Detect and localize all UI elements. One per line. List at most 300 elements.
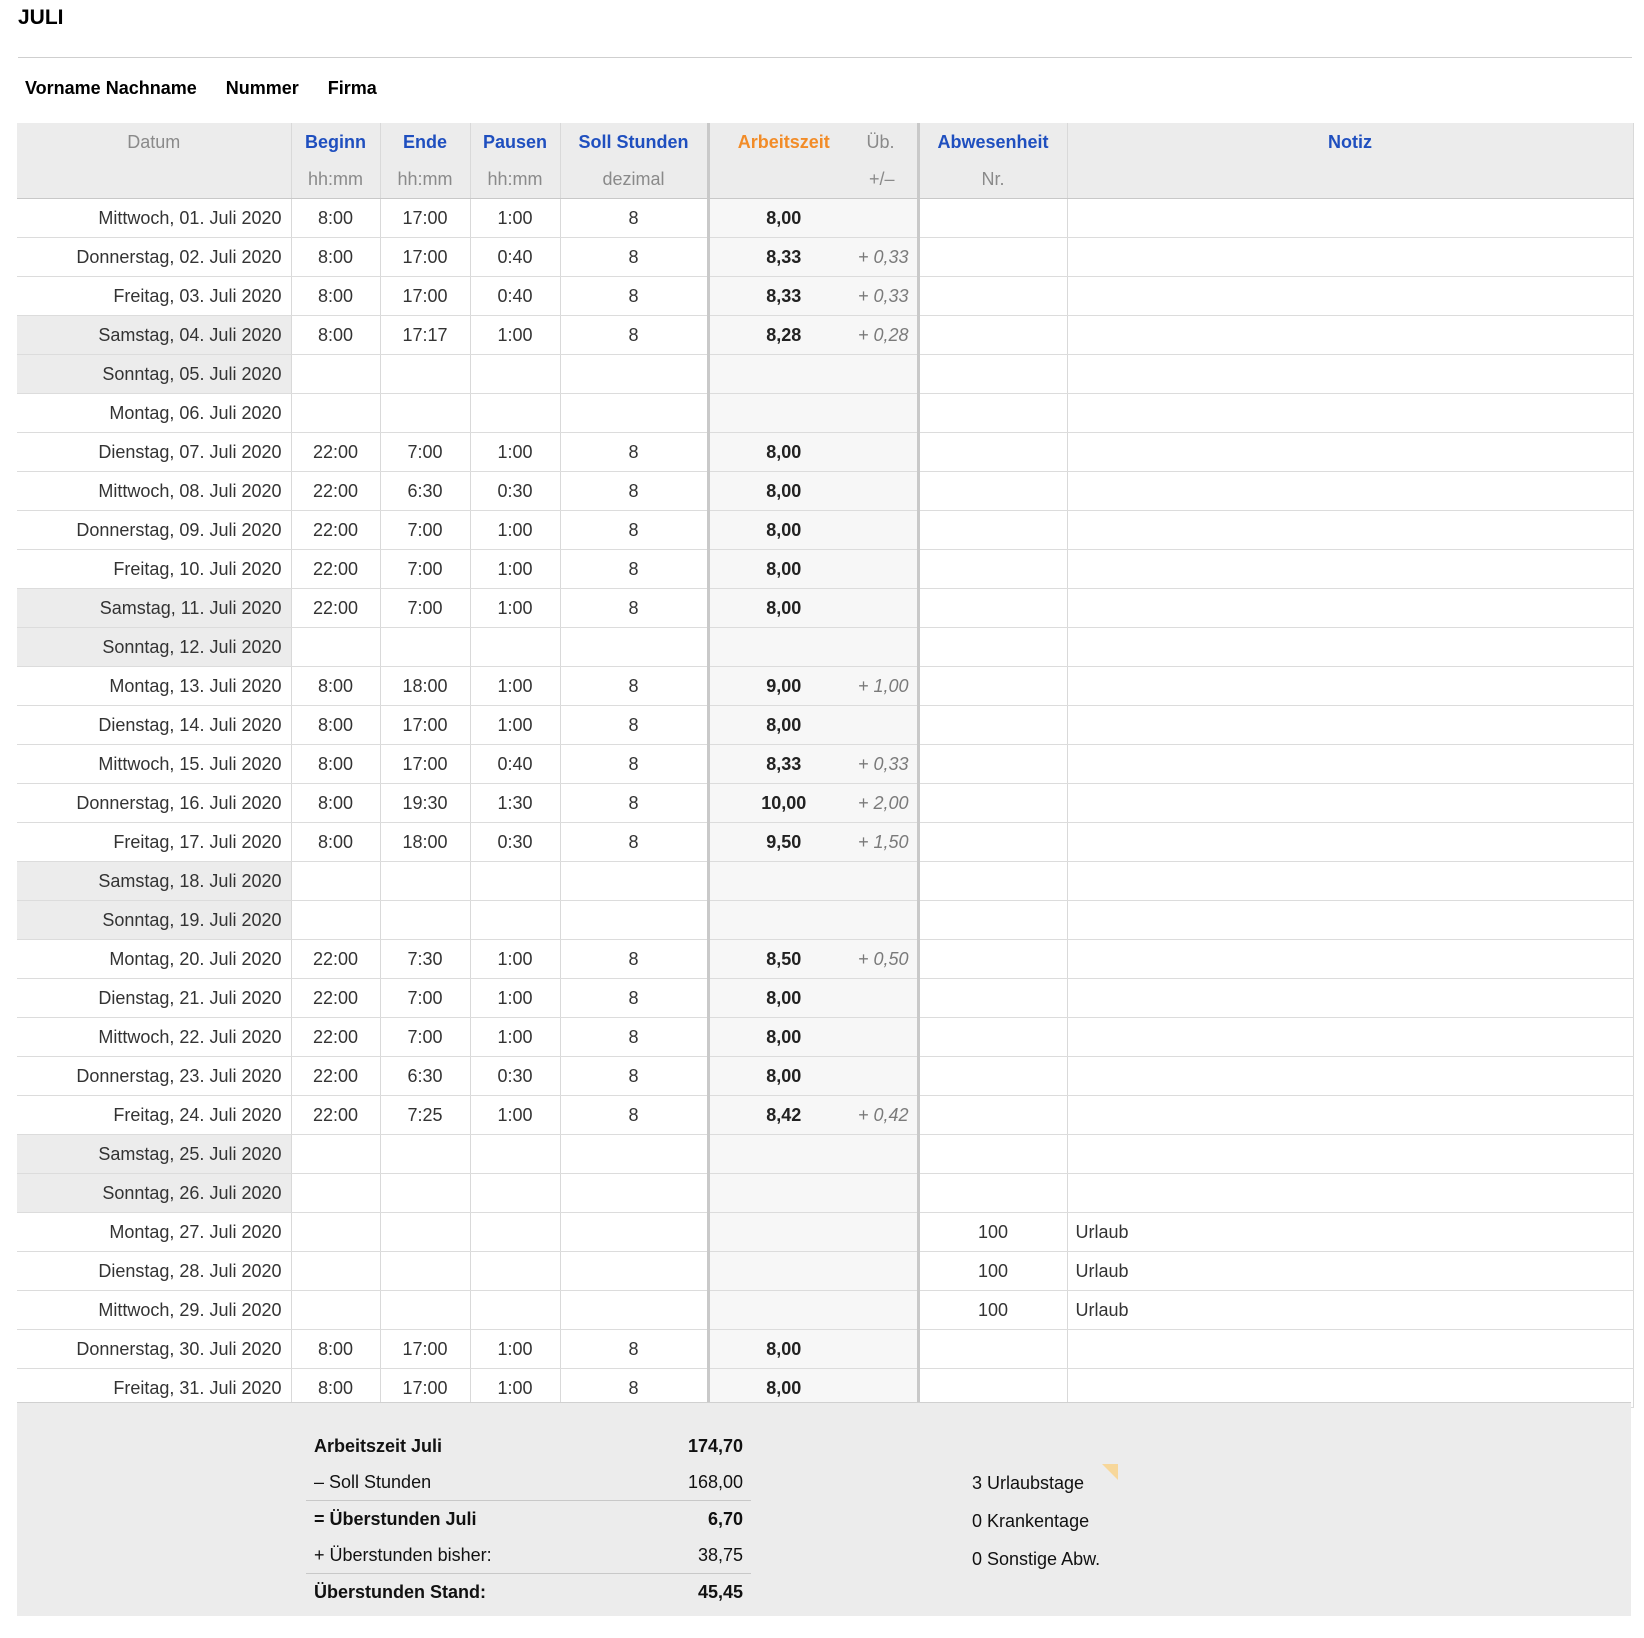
row-date: Sonntag, 26. Juli 2020 xyxy=(17,1174,291,1213)
row-soll[interactable] xyxy=(560,394,708,433)
row-ende[interactable]: 17:00 xyxy=(380,277,470,316)
table-row xyxy=(17,1213,1633,1252)
summary-bisher-row xyxy=(306,1537,751,1574)
summary-bisher-label: + Überstunden bisher: xyxy=(306,1537,632,1574)
row-arbeitszeit[interactable] xyxy=(708,1252,858,1291)
row-arbeitszeit[interactable] xyxy=(708,1213,858,1252)
row-notiz[interactable] xyxy=(1067,979,1633,1018)
row-ueberstunden[interactable] xyxy=(858,979,918,1018)
row-notiz[interactable] xyxy=(1067,238,1633,277)
row-abwesenheit[interactable] xyxy=(918,628,1067,667)
summary-ueberstunden-label: = Überstunden Juli xyxy=(314,1508,477,1529)
row-notiz[interactable] xyxy=(1067,1330,1633,1369)
row-beginn[interactable]: 8:00 xyxy=(291,1330,380,1369)
employee-number: Nummer xyxy=(225,78,299,98)
table-row xyxy=(17,667,1633,706)
row-pausen[interactable] xyxy=(470,1174,560,1213)
employee-company: Firma xyxy=(327,78,377,98)
table-row xyxy=(17,199,1633,238)
row-pausen[interactable]: 1:30 xyxy=(470,784,560,823)
row-abwesenheit[interactable] xyxy=(918,199,1067,238)
row-ende[interactable]: 7:00 xyxy=(380,433,470,472)
row-abwesenheit[interactable] xyxy=(918,589,1067,628)
row-beginn[interactable]: 8:00 xyxy=(291,238,380,277)
row-ueberstunden[interactable] xyxy=(858,628,918,667)
row-soll[interactable]: 8 xyxy=(560,784,708,823)
row-soll[interactable]: 8 xyxy=(560,1369,708,1408)
row-ueberstunden[interactable] xyxy=(858,394,918,433)
row-arbeitszeit[interactable]: 8,33 xyxy=(708,277,858,316)
row-arbeitszeit[interactable]: 9,00 xyxy=(708,667,858,706)
row-arbeitszeit[interactable]: 8,00 xyxy=(708,1369,858,1408)
row-date: Donnerstag, 30. Juli 2020 xyxy=(17,1330,291,1369)
row-beginn[interactable] xyxy=(291,628,380,667)
row-abwesenheit[interactable] xyxy=(918,1096,1067,1135)
row-beginn[interactable]: 8:00 xyxy=(291,667,380,706)
row-soll[interactable] xyxy=(560,1135,708,1174)
row-pausen[interactable] xyxy=(470,355,560,394)
row-soll[interactable]: 8 xyxy=(560,1330,708,1369)
row-ende[interactable]: 7:00 xyxy=(380,550,470,589)
row-ueberstunden[interactable]: + 0,33 xyxy=(858,745,918,784)
row-notiz[interactable] xyxy=(1067,706,1633,745)
row-arbeitszeit[interactable]: 8,42 xyxy=(708,1096,858,1135)
subheader-pausen: hh:mm xyxy=(470,161,560,199)
row-ueberstunden[interactable] xyxy=(858,1291,918,1330)
row-pausen[interactable]: 1:00 xyxy=(470,1018,560,1057)
row-pausen[interactable] xyxy=(470,394,560,433)
table-row xyxy=(17,589,1633,628)
row-pausen[interactable]: 1:00 xyxy=(470,316,560,355)
row-notiz[interactable] xyxy=(1067,862,1633,901)
row-soll[interactable] xyxy=(560,1174,708,1213)
row-beginn[interactable]: 8:00 xyxy=(291,784,380,823)
row-ende[interactable] xyxy=(380,1213,470,1252)
row-beginn[interactable] xyxy=(291,862,380,901)
row-pausen[interactable]: 1:00 xyxy=(470,511,560,550)
row-ueberstunden[interactable] xyxy=(858,511,918,550)
row-ende[interactable] xyxy=(380,862,470,901)
row-arbeitszeit[interactable]: 8,33 xyxy=(708,238,858,277)
row-date: Freitag, 17. Juli 2020 xyxy=(17,823,291,862)
row-ueberstunden[interactable] xyxy=(858,1213,918,1252)
header-datum: Datum xyxy=(17,123,291,161)
row-arbeitszeit[interactable]: 8,00 xyxy=(708,433,858,472)
row-abwesenheit[interactable] xyxy=(918,238,1067,277)
table-row xyxy=(17,901,1633,940)
row-notiz[interactable] xyxy=(1067,550,1633,589)
row-arbeitszeit[interactable]: 8,33 xyxy=(708,745,858,784)
row-ueberstunden[interactable] xyxy=(858,355,918,394)
row-notiz[interactable] xyxy=(1067,277,1633,316)
header-pausen: Pausen xyxy=(470,123,560,161)
row-pausen[interactable]: 1:00 xyxy=(470,1369,560,1408)
row-ende[interactable] xyxy=(380,394,470,433)
row-beginn[interactable] xyxy=(291,901,380,940)
row-beginn[interactable]: 22:00 xyxy=(291,433,380,472)
table-row xyxy=(17,511,1633,550)
row-notiz[interactable] xyxy=(1067,1135,1633,1174)
row-beginn[interactable] xyxy=(291,394,380,433)
row-notiz[interactable] xyxy=(1067,589,1633,628)
row-abwesenheit[interactable] xyxy=(918,901,1067,940)
row-pausen[interactable]: 1:00 xyxy=(470,667,560,706)
row-ende[interactable]: 7:25 xyxy=(380,1096,470,1135)
row-date: Dienstag, 07. Juli 2020 xyxy=(17,433,291,472)
row-arbeitszeit[interactable] xyxy=(708,1174,858,1213)
row-ueberstunden[interactable] xyxy=(858,1057,918,1096)
row-pausen[interactable] xyxy=(470,628,560,667)
row-abwesenheit[interactable] xyxy=(918,862,1067,901)
row-beginn[interactable] xyxy=(291,355,380,394)
row-ende[interactable] xyxy=(380,1252,470,1291)
header-beginn: Beginn xyxy=(291,123,380,161)
row-pausen[interactable]: 0:30 xyxy=(470,472,560,511)
row-pausen[interactable]: 1:00 xyxy=(470,589,560,628)
row-arbeitszeit[interactable]: 8,00 xyxy=(708,589,858,628)
row-ende[interactable]: 17:00 xyxy=(380,199,470,238)
row-pausen[interactable]: 0:30 xyxy=(470,1057,560,1096)
row-notiz[interactable]: Urlaub xyxy=(1067,1252,1633,1291)
row-soll[interactable]: 8 xyxy=(560,472,708,511)
row-abwesenheit[interactable] xyxy=(918,1018,1067,1057)
row-ende[interactable]: 7:00 xyxy=(380,589,470,628)
row-ende[interactable] xyxy=(380,355,470,394)
row-ueberstunden[interactable] xyxy=(858,433,918,472)
row-ende[interactable]: 7:30 xyxy=(380,940,470,979)
row-ueberstunden[interactable]: + 0,50 xyxy=(858,940,918,979)
row-arbeitszeit[interactable] xyxy=(708,1135,858,1174)
employee-name: Vorname Nachname xyxy=(25,78,197,98)
row-soll[interactable] xyxy=(560,862,708,901)
row-arbeitszeit[interactable] xyxy=(708,394,858,433)
row-date: Dienstag, 28. Juli 2020 xyxy=(17,1252,291,1291)
row-abwesenheit[interactable] xyxy=(918,277,1067,316)
row-abwesenheit[interactable] xyxy=(918,1330,1067,1369)
row-ende[interactable]: 17:00 xyxy=(380,1330,470,1369)
row-soll[interactable]: 8 xyxy=(560,199,708,238)
row-beginn[interactable]: 8:00 xyxy=(291,199,380,238)
row-pausen[interactable]: 1:00 xyxy=(470,1330,560,1369)
row-ueberstunden[interactable] xyxy=(858,901,918,940)
timesheet xyxy=(17,123,1633,1408)
row-soll[interactable]: 8 xyxy=(560,238,708,277)
row-date: Mittwoch, 29. Juli 2020 xyxy=(17,1291,291,1330)
row-soll[interactable]: 8 xyxy=(560,589,708,628)
row-soll[interactable]: 8 xyxy=(560,823,708,862)
row-soll[interactable] xyxy=(560,628,708,667)
row-beginn[interactable]: 22:00 xyxy=(291,1096,380,1135)
row-notiz[interactable] xyxy=(1067,940,1633,979)
row-beginn[interactable] xyxy=(291,1135,380,1174)
row-date: Donnerstag, 09. Juli 2020 xyxy=(17,511,291,550)
row-ueberstunden[interactable] xyxy=(858,589,918,628)
row-notiz[interactable] xyxy=(1067,1174,1633,1213)
row-beginn[interactable] xyxy=(291,1213,380,1252)
row-soll[interactable]: 8 xyxy=(560,511,708,550)
row-arbeitszeit[interactable]: 8,00 xyxy=(708,706,858,745)
row-notiz[interactable] xyxy=(1067,199,1633,238)
row-date: Donnerstag, 23. Juli 2020 xyxy=(17,1057,291,1096)
row-pausen[interactable] xyxy=(470,1252,560,1291)
row-abwesenheit[interactable]: 100 xyxy=(918,1213,1067,1252)
row-ueberstunden[interactable]: + 0,33 xyxy=(858,238,918,277)
row-soll[interactable] xyxy=(560,355,708,394)
row-beginn[interactable]: 22:00 xyxy=(291,472,380,511)
row-beginn[interactable]: 8:00 xyxy=(291,823,380,862)
row-date: Mittwoch, 08. Juli 2020 xyxy=(17,472,291,511)
row-notiz[interactable] xyxy=(1067,433,1633,472)
row-date: Samstag, 04. Juli 2020 xyxy=(17,316,291,355)
table-row xyxy=(17,706,1633,745)
row-ueberstunden[interactable] xyxy=(858,1174,918,1213)
row-notiz[interactable] xyxy=(1067,901,1633,940)
row-beginn[interactable]: 22:00 xyxy=(291,550,380,589)
row-date: Montag, 20. Juli 2020 xyxy=(17,940,291,979)
row-ende[interactable]: 6:30 xyxy=(380,472,470,511)
row-abwesenheit[interactable]: 100 xyxy=(918,1252,1067,1291)
row-notiz[interactable] xyxy=(1067,1057,1633,1096)
row-beginn[interactable]: 22:00 xyxy=(291,511,380,550)
row-notiz[interactable] xyxy=(1067,394,1633,433)
row-ueberstunden[interactable]: + 1,00 xyxy=(858,667,918,706)
row-ende[interactable]: 17:00 xyxy=(380,706,470,745)
row-beginn[interactable]: 22:00 xyxy=(291,1018,380,1057)
row-ende[interactable] xyxy=(380,901,470,940)
row-ueberstunden[interactable] xyxy=(858,1018,918,1057)
table-row xyxy=(17,745,1633,784)
row-soll[interactable]: 8 xyxy=(560,1018,708,1057)
title-divider xyxy=(18,57,1632,58)
row-pausen[interactable]: 1:00 xyxy=(470,1096,560,1135)
row-date: Montag, 06. Juli 2020 xyxy=(17,394,291,433)
row-pausen[interactable]: 1:00 xyxy=(470,979,560,1018)
row-soll[interactable]: 8 xyxy=(560,316,708,355)
row-beginn[interactable]: 8:00 xyxy=(291,277,380,316)
row-ende[interactable]: 7:00 xyxy=(380,1018,470,1057)
subheader-datum xyxy=(17,161,291,199)
row-ueberstunden[interactable]: + 0,42 xyxy=(858,1096,918,1135)
row-date: Sonntag, 19. Juli 2020 xyxy=(17,901,291,940)
row-arbeitszeit[interactable] xyxy=(708,901,858,940)
row-ueberstunden[interactable] xyxy=(858,1330,918,1369)
row-pausen[interactable]: 0:30 xyxy=(470,823,560,862)
row-soll[interactable]: 8 xyxy=(560,433,708,472)
row-beginn[interactable]: 8:00 xyxy=(291,706,380,745)
row-abwesenheit[interactable] xyxy=(918,355,1067,394)
row-arbeitszeit[interactable]: 8,00 xyxy=(708,1057,858,1096)
row-arbeitszeit[interactable]: 8,50 xyxy=(708,940,858,979)
row-ueberstunden[interactable]: + 2,00 xyxy=(858,784,918,823)
table-row xyxy=(17,238,1633,277)
row-abwesenheit[interactable] xyxy=(918,316,1067,355)
row-notiz[interactable] xyxy=(1067,784,1633,823)
row-pausen[interactable] xyxy=(470,1135,560,1174)
row-pausen[interactable] xyxy=(470,1213,560,1252)
row-abwesenheit[interactable] xyxy=(918,511,1067,550)
row-ueberstunden[interactable] xyxy=(858,1252,918,1291)
row-ueberstunden[interactable] xyxy=(858,1135,918,1174)
row-soll[interactable]: 8 xyxy=(560,979,708,1018)
row-ueberstunden[interactable]: + 1,50 xyxy=(858,823,918,862)
row-pausen[interactable] xyxy=(470,862,560,901)
row-ueberstunden[interactable]: + 0,28 xyxy=(858,316,918,355)
row-date: Freitag, 24. Juli 2020 xyxy=(17,1096,291,1135)
row-abwesenheit[interactable] xyxy=(918,706,1067,745)
row-abwesenheit[interactable] xyxy=(918,823,1067,862)
row-ende[interactable]: 7:00 xyxy=(380,979,470,1018)
row-arbeitszeit[interactable]: 8,00 xyxy=(708,472,858,511)
row-arbeitszeit[interactable] xyxy=(708,862,858,901)
row-notiz[interactable] xyxy=(1067,511,1633,550)
summary-soll-label: – Soll Stunden xyxy=(306,1464,632,1501)
row-ueberstunden[interactable]: + 0,33 xyxy=(858,277,918,316)
row-pausen[interactable]: 1:00 xyxy=(470,433,560,472)
row-ende[interactable] xyxy=(380,628,470,667)
row-abwesenheit[interactable] xyxy=(918,394,1067,433)
row-abwesenheit[interactable] xyxy=(918,1057,1067,1096)
row-ende[interactable]: 19:30 xyxy=(380,784,470,823)
row-soll[interactable] xyxy=(560,1291,708,1330)
row-arbeitszeit[interactable]: 8,00 xyxy=(708,979,858,1018)
row-pausen[interactable]: 0:40 xyxy=(470,277,560,316)
row-ueberstunden[interactable] xyxy=(858,550,918,589)
header-abwesenheit: Abwesenheit xyxy=(918,123,1067,161)
row-beginn[interactable]: 22:00 xyxy=(291,940,380,979)
row-date: Dienstag, 14. Juli 2020 xyxy=(17,706,291,745)
table-row xyxy=(17,1018,1633,1057)
row-soll[interactable] xyxy=(560,901,708,940)
row-soll[interactable] xyxy=(560,1252,708,1291)
row-ueberstunden[interactable] xyxy=(858,472,918,511)
row-beginn[interactable]: 8:00 xyxy=(291,316,380,355)
row-notiz[interactable] xyxy=(1067,628,1633,667)
row-ende[interactable]: 17:17 xyxy=(380,316,470,355)
table-row xyxy=(17,394,1633,433)
row-abwesenheit[interactable] xyxy=(918,472,1067,511)
subheader-ueb: +/– xyxy=(858,161,918,199)
row-beginn[interactable]: 22:00 xyxy=(291,589,380,628)
row-notiz[interactable]: Urlaub xyxy=(1067,1213,1633,1252)
row-pausen[interactable]: 1:00 xyxy=(470,706,560,745)
summary-bisher-value: 38,75 xyxy=(632,1537,751,1574)
row-beginn[interactable]: 22:00 xyxy=(291,1057,380,1096)
row-beginn[interactable]: 8:00 xyxy=(291,745,380,784)
row-ende[interactable]: 6:30 xyxy=(380,1057,470,1096)
row-ueberstunden[interactable] xyxy=(858,706,918,745)
row-soll[interactable]: 8 xyxy=(560,706,708,745)
row-abwesenheit[interactable] xyxy=(918,784,1067,823)
row-ende[interactable]: 17:00 xyxy=(380,745,470,784)
row-abwesenheit[interactable] xyxy=(918,667,1067,706)
row-notiz[interactable] xyxy=(1067,823,1633,862)
row-ende[interactable]: 18:00 xyxy=(380,823,470,862)
comment-fold-icon[interactable] xyxy=(1102,1464,1118,1480)
row-ende[interactable] xyxy=(380,1174,470,1213)
row-ende[interactable]: 18:00 xyxy=(380,667,470,706)
row-date: Mittwoch, 15. Juli 2020 xyxy=(17,745,291,784)
row-pausen[interactable] xyxy=(470,1291,560,1330)
row-beginn[interactable] xyxy=(291,1252,380,1291)
summary-arbeitszeit-label: Arbeitszeit Juli xyxy=(314,1435,443,1456)
row-abwesenheit[interactable] xyxy=(918,1174,1067,1213)
subheader-row xyxy=(17,161,1633,199)
row-beginn[interactable] xyxy=(291,1291,380,1330)
row-beginn[interactable] xyxy=(291,1174,380,1213)
row-notiz[interactable] xyxy=(1067,316,1633,355)
row-notiz[interactable] xyxy=(1067,745,1633,784)
row-beginn[interactable]: 22:00 xyxy=(291,979,380,1018)
row-pausen[interactable]: 0:40 xyxy=(470,238,560,277)
row-soll[interactable]: 8 xyxy=(560,940,708,979)
row-arbeitszeit[interactable]: 8,00 xyxy=(708,1018,858,1057)
row-abwesenheit[interactable] xyxy=(918,979,1067,1018)
row-pausen[interactable]: 1:00 xyxy=(470,199,560,238)
header-row xyxy=(17,123,1633,161)
row-soll[interactable]: 8 xyxy=(560,1057,708,1096)
row-beginn[interactable]: 8:00 xyxy=(291,1369,380,1408)
row-notiz[interactable] xyxy=(1067,667,1633,706)
row-abwesenheit[interactable] xyxy=(918,550,1067,589)
row-ueberstunden[interactable] xyxy=(858,862,918,901)
table-row xyxy=(17,862,1633,901)
summary-arbeitszeit-value: 174,70 xyxy=(687,1435,743,1456)
row-arbeitszeit[interactable]: 9,50 xyxy=(708,823,858,862)
row-abwesenheit[interactable] xyxy=(918,745,1067,784)
row-soll[interactable]: 8 xyxy=(560,745,708,784)
employee-info xyxy=(25,78,401,99)
row-arbeitszeit[interactable]: 8,28 xyxy=(708,316,858,355)
table-row xyxy=(17,1135,1633,1174)
row-ende[interactable] xyxy=(380,1135,470,1174)
summary-arbeitszeit-row xyxy=(306,1428,751,1464)
row-notiz[interactable]: Urlaub xyxy=(1067,1291,1633,1330)
row-arbeitszeit[interactable]: 10,00 xyxy=(708,784,858,823)
row-arbeitszeit[interactable]: 8,00 xyxy=(708,199,858,238)
row-pausen[interactable]: 1:00 xyxy=(470,550,560,589)
table-row xyxy=(17,1291,1633,1330)
row-pausen[interactable] xyxy=(470,901,560,940)
row-ende[interactable]: 17:00 xyxy=(380,238,470,277)
row-soll[interactable]: 8 xyxy=(560,550,708,589)
row-arbeitszeit[interactable] xyxy=(708,355,858,394)
row-soll[interactable] xyxy=(560,1213,708,1252)
row-ende[interactable] xyxy=(380,1291,470,1330)
row-pausen[interactable]: 1:00 xyxy=(470,940,560,979)
row-notiz[interactable] xyxy=(1067,472,1633,511)
row-arbeitszeit[interactable]: 8,00 xyxy=(708,550,858,589)
row-abwesenheit[interactable] xyxy=(918,940,1067,979)
subheader-notiz xyxy=(1067,161,1633,199)
row-abwesenheit[interactable]: 100 xyxy=(918,1291,1067,1330)
row-soll[interactable]: 8 xyxy=(560,667,708,706)
row-soll[interactable]: 8 xyxy=(560,1096,708,1135)
row-notiz[interactable] xyxy=(1067,1096,1633,1135)
row-arbeitszeit[interactable]: 8,00 xyxy=(708,511,858,550)
row-notiz[interactable] xyxy=(1067,355,1633,394)
row-arbeitszeit[interactable] xyxy=(708,628,858,667)
row-arbeitszeit[interactable] xyxy=(708,1291,858,1330)
row-ende[interactable]: 7:00 xyxy=(380,511,470,550)
row-ende[interactable]: 17:00 xyxy=(380,1369,470,1408)
row-arbeitszeit[interactable]: 8,00 xyxy=(708,1330,858,1369)
row-pausen[interactable]: 0:40 xyxy=(470,745,560,784)
row-notiz[interactable] xyxy=(1067,1018,1633,1057)
row-abwesenheit[interactable] xyxy=(918,1135,1067,1174)
row-soll[interactable]: 8 xyxy=(560,277,708,316)
row-ueberstunden[interactable] xyxy=(858,199,918,238)
row-abwesenheit[interactable] xyxy=(918,433,1067,472)
